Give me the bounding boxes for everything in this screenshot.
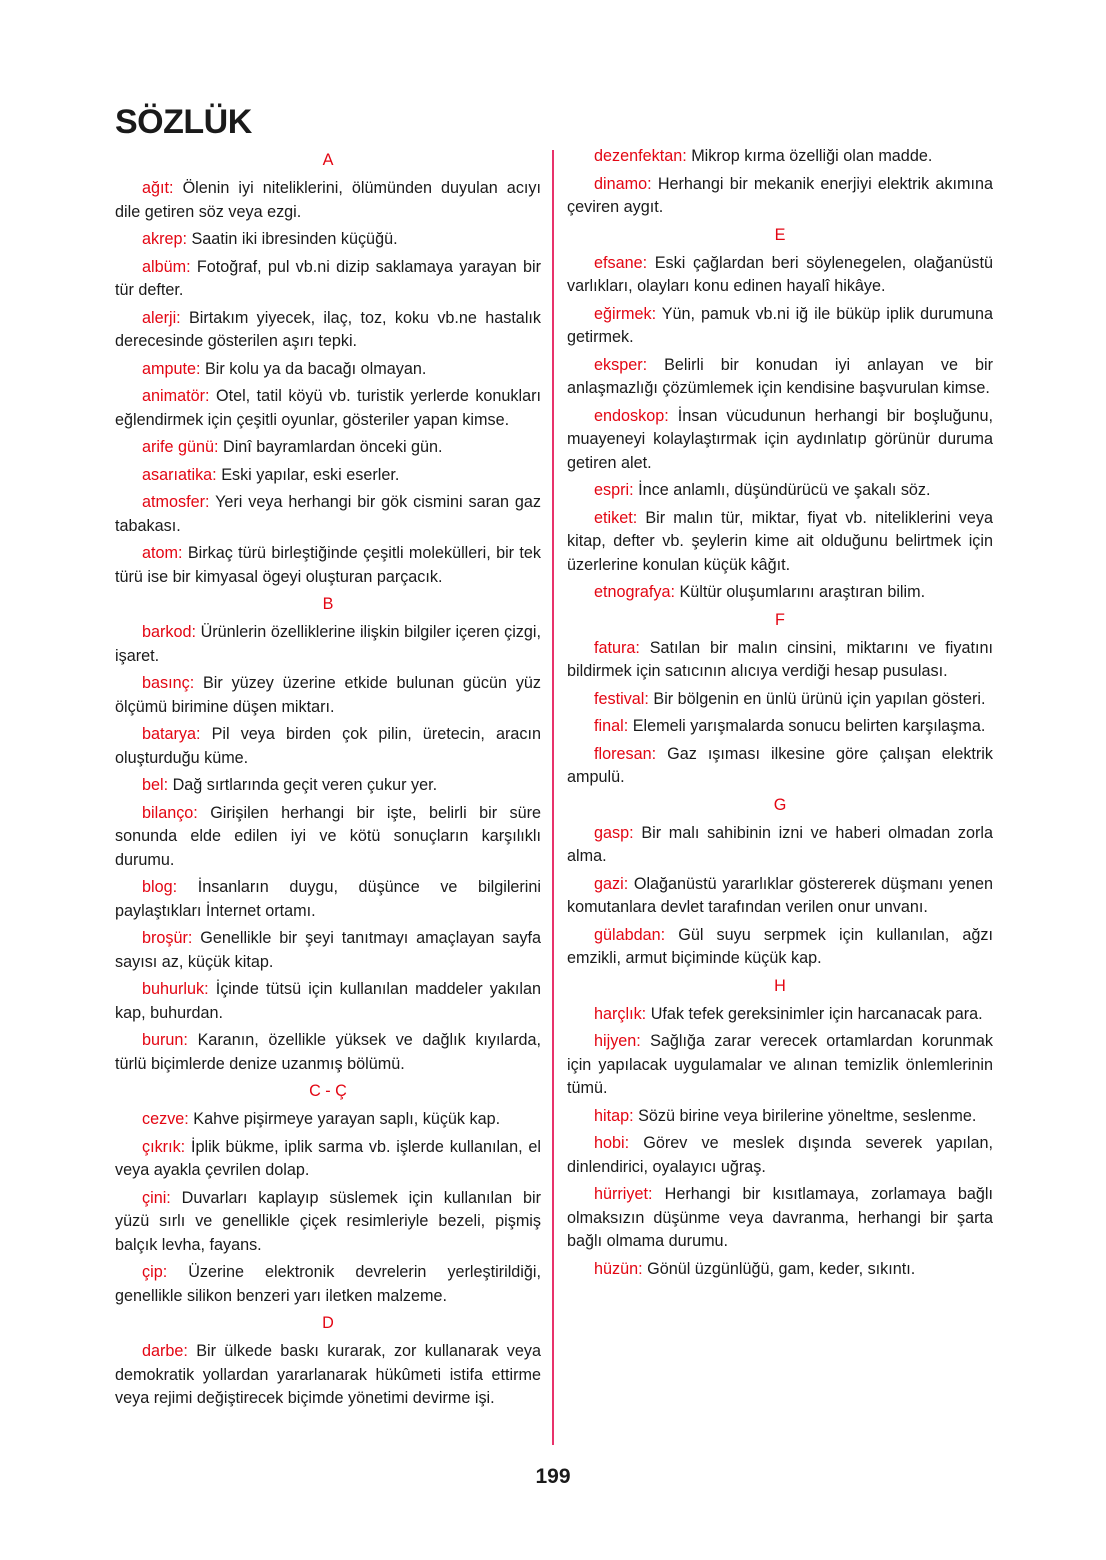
dictionary-entry (567, 507, 993, 578)
section-letter: E (774, 225, 786, 244)
entry-term: animatör: (142, 387, 210, 405)
dictionary-entry (567, 1030, 993, 1101)
entry-term: festival: (594, 689, 649, 708)
entry-term: floresan: (594, 744, 657, 763)
dictionary-entry (567, 145, 993, 169)
entry-term: blog: (142, 878, 178, 896)
entry-term: çip: (142, 1263, 168, 1281)
entry-term: espri: (594, 481, 634, 499)
entry-definition: Duvarları kaplayıp süslemek için kullanılan bir yüzü sırlı ve genellikle çiçek resimleriyle bezeli, pişmiş balçık levha, fayans. (115, 1188, 541, 1254)
entry-definition: Bir ülkede baskı kurarak, zor kullanarak veya demokratik yollardan yararlanarak hükûmeti istifa ettirme veya rejimi değiştirecek biçimde yönetimi devirme işi. (115, 1342, 541, 1407)
entry-definition: Karanın, özellikle yüksek ve dağlık kıyılarda, türlü biçimlerde denize uzanmış bölümü. (115, 1031, 542, 1073)
entry-definition: Gül suyu serpmek için kullanılan, ağzı emzikli, armut biçiminde küçük kap. (567, 925, 993, 967)
entry-definition: Fotoğraf, pul vb.ni dizip saklamaya yarayan bir tür defter. (115, 257, 541, 299)
entry-term: çıkrık: (142, 1137, 186, 1156)
entry-definition: Ürünlerin özelliklerine ilişkin bilgiler içeren çizgi, işaret. (115, 623, 541, 665)
section-letter: F (775, 610, 785, 629)
dictionary-entry (567, 822, 993, 869)
dictionary-entry (115, 978, 541, 1025)
entry-term: batarya: (142, 725, 201, 743)
entry-term: buhurluk: (142, 980, 209, 998)
entry-definition: Yeri veya herhangi bir gök cismini saran gaz tabakası. (115, 493, 541, 535)
entry-definition: Yün, pamuk vb.ni iğ ile büküp iplik durumuna getirmek. (567, 304, 993, 346)
dictionary-entry (567, 581, 993, 605)
entry-definition: Saatin iki ibresinden küçüğü. (191, 230, 398, 248)
dictionary-entry (567, 252, 993, 299)
entry-term: barkod: (142, 623, 196, 641)
dictionary-entry (115, 927, 541, 974)
dictionary-entry (567, 924, 993, 971)
entry-definition: Bir kolu ya da bacağı olmayan. (205, 359, 427, 378)
entry-definition: Herhangi bir kısıtlamaya, zorlamaya bağlı olmaksızın düşünme veya davranma, herhangi bir şarta bağlı olmama durumu. (567, 1185, 993, 1250)
right-column (567, 145, 993, 1285)
entry-term: albüm: (142, 257, 191, 276)
entry-definition: Bir yüzey üzerine etkide bulunan gücün yüz ölçümü birimine düşen miktarı. (115, 674, 542, 716)
dictionary-entry (115, 672, 541, 719)
section-letter: C - Ç (309, 1082, 347, 1100)
entry-term: hüzün: (594, 1259, 643, 1278)
entry-definition: Gaz ışıması ilkesine göre çalışan elektrik ampulü. (567, 744, 993, 786)
dictionary-entry (115, 307, 541, 354)
dictionary-entry (115, 358, 541, 382)
dictionary-entry (115, 542, 541, 589)
section-letter: G (773, 795, 787, 814)
entry-term: basınç: (142, 674, 195, 692)
entry-term: harçlık: (594, 1004, 647, 1023)
dictionary-entry (567, 173, 993, 220)
dictionary-entry (115, 1187, 541, 1258)
entry-term: atom: (142, 544, 183, 562)
entry-definition: Ölenin iyi niteliklerini, ölümünden duyulan acıyı dile getiren söz veya ezgi. (115, 179, 541, 221)
page-title: SÖZLÜK (115, 103, 252, 141)
dictionary-entry (115, 1136, 541, 1183)
entry-term: etnografya: (594, 583, 675, 601)
entry-term: bilanço: (142, 803, 198, 822)
entry-term: çini: (142, 1188, 171, 1207)
entry-term: bel: (142, 776, 169, 794)
dictionary-entry (115, 385, 541, 432)
entry-definition: Elemeli yarışmalarda sonucu belirten karşılaşma. (632, 717, 986, 735)
dictionary-entry (567, 1183, 993, 1254)
dictionary-entry (115, 177, 541, 224)
dictionary-entry (115, 621, 541, 668)
entry-term: cezve: (142, 1110, 189, 1128)
entry-term: fatura: (594, 638, 640, 657)
entry-term: etiket: (594, 508, 638, 527)
dictionary-entry (567, 743, 993, 790)
entry-term: final: (594, 717, 629, 735)
entry-definition: Kültür oluşumlarını araştıran bilim. (679, 583, 926, 601)
dictionary-entry (567, 715, 993, 739)
entry-term: hobi: (594, 1134, 630, 1152)
dictionary-entry (115, 876, 541, 923)
page-number: 199 (535, 1465, 571, 1488)
entry-term: eğirmek: (594, 304, 657, 323)
dictionary-entry (115, 1108, 541, 1132)
entry-term: dezenfektan: (594, 147, 687, 165)
entry-definition: Mikrop kırma özelliği olan madde. (691, 147, 933, 165)
entry-definition: Kahve pişirmeye yarayan saplı, küçük kap. (193, 1110, 501, 1128)
dictionary-entry (567, 1258, 993, 1282)
entry-definition: Bir bölgenin en ünlü ürünü için yapılan gösteri. (653, 689, 986, 708)
entry-definition: Ufak tefek gereksinimler için harcanacak para. (650, 1004, 983, 1023)
entry-definition: Üzerine elektronik devrelerin yerleştirildiği, genellikle silikon benzeri yarı iletken malzeme. (115, 1263, 542, 1305)
entry-definition: Bir malın tür, miktar, fiyat vb. niteliklerini veya kitap, defter vb. şeylerin kime ait olduğunu belirtmek için üzerlerine konulan küçük kâğıt. (567, 508, 993, 574)
entry-definition: Eski yapılar, eski eserler. (221, 465, 400, 484)
entry-term: efsane: (594, 253, 648, 272)
dictionary-entry (567, 354, 993, 401)
entry-term: eksper: (594, 355, 648, 374)
entry-term: alerji: (142, 308, 181, 327)
dictionary-entry (115, 256, 541, 303)
entry-definition: Dinî bayramlardan önceki gün. (223, 438, 443, 456)
dictionary-entry (115, 464, 541, 488)
entry-term: arife günü: (142, 438, 219, 456)
section-letter: B (322, 595, 334, 613)
entry-definition: İnsan vücudunun herhangi bir boşluğunu, muayeneyi kolaylaştırmak için aydınlatıp görünür duruma getiren alet. (567, 406, 993, 472)
entry-term: gasp: (594, 823, 634, 842)
entry-term: hürriyet: (594, 1185, 653, 1203)
dictionary-entry (115, 1261, 541, 1308)
entry-term: hitap: (594, 1106, 634, 1125)
entry-definition: Eski çağlardan beri söylenegelen, olağanüstü varlıkları, olayları konu edinen hayalî hikâye. (567, 253, 993, 295)
entry-definition: Sözü birine veya birilerine yöneltme, seslenme. (638, 1106, 977, 1125)
entry-term: dinamo: (594, 174, 652, 193)
entry-term: ampute: (142, 359, 201, 378)
dictionary-entry (115, 1029, 541, 1076)
dictionary-entry (115, 802, 541, 873)
entry-term: gülabdan: (594, 925, 666, 944)
entry-definition: Sağlığa zarar verecek ortamlardan korunmak için yapılacak uygulamalar ve alınan temizlik önlemlerinin tümü. (567, 1032, 994, 1097)
dictionary-entry (567, 688, 993, 712)
entry-definition: İnce anlamlı, düşündürücü ve şakalı söz. (638, 481, 931, 499)
section-letter: H (774, 976, 786, 995)
entry-term: asarıatika: (142, 465, 217, 484)
dictionary-entry (567, 1132, 993, 1179)
entry-term: burun: (142, 1031, 188, 1049)
entry-term: ağıt: (142, 179, 174, 197)
dictionary-entry (115, 436, 541, 460)
entry-definition: Olağanüstü yararlıklar göstererek düşmanı yenen komutanlara devlet tarafından verilen onur unvanı. (567, 874, 993, 916)
entry-definition: Satılan bir malın cinsini, miktarını ve fiyatını bildirmek için satıcının alıcıya verdiği hesap pusulası. (567, 638, 993, 680)
dictionary-entry (115, 491, 541, 538)
entry-definition: Otel, tatil köyü vb. turistik yerlerde konukları eğlendirmek için çeşitli oyunlar, gösteriler yapan kimse. (115, 387, 541, 429)
entry-definition: Genellikle bir şeyi tanıtmayı amaçlayan sayfa sayısı az, küçük kitap. (115, 929, 541, 971)
dictionary-entry (567, 303, 993, 350)
dictionary-entry (115, 1340, 541, 1411)
entry-definition: İplik bükme, iplik sarma vb. işlerde kullanılan, el veya ayakla çevrilen dolap. (115, 1137, 542, 1179)
entry-definition: İçinde tütsü için kullanılan maddeler yakılan kap, buhurdan. (115, 980, 541, 1022)
entry-definition: Girişilen herhangi bir işte, belirli bir süre sonunda elde edilen iyi ve kötü sonuçların karşılıklı durumu. (115, 803, 541, 869)
dictionary-entry (115, 228, 541, 252)
dictionary-entry (115, 723, 541, 770)
entry-definition: Pil veya birden çok pilin, üretecin, aracın oluşturduğu küme. (115, 725, 541, 767)
entry-definition: Gönül üzgünlüğü, gam, keder, sıkıntı. (647, 1259, 916, 1278)
dictionary-entry (567, 873, 993, 920)
entry-definition: Herhangi bir mekanik enerjiyi elektrik akımına çeviren aygıt. (567, 174, 993, 216)
entry-term: akrep: (142, 230, 187, 248)
entry-definition: Dağ sırtlarında geçit veren çukur yer. (172, 776, 438, 794)
dictionary-entry (567, 479, 993, 503)
dictionary-entry (567, 1105, 993, 1129)
entry-term: endoskop: (594, 406, 669, 425)
entry-term: atmosfer: (142, 493, 210, 511)
dictionary-entry (567, 405, 993, 476)
section-letter: D (322, 1314, 334, 1332)
dictionary-entry (567, 637, 993, 684)
entry-definition: Birtakım yiyecek, ilaç, toz, koku vb.ne hastalık derecesinde gösterilen aşırı tepki. (115, 308, 542, 350)
left-column (115, 145, 541, 1415)
dictionary-entry (115, 774, 541, 798)
entry-definition: Birkaç türü birleştiğinde çeşitli molekülleri, bir tek türü ise bir kimyasal ögeyi oluşturan parçacık. (115, 544, 541, 586)
column-divider (552, 150, 554, 1445)
entry-definition: Görev ve meslek dışında severek yapılan, dinlendirici, oyalayıcı uğraş. (567, 1134, 994, 1176)
entry-term: broşür: (142, 929, 193, 947)
entry-term: hijyen: (594, 1032, 641, 1050)
entry-definition: Belirli bir konudan iyi anlayan ve bir anlaşmazlığı çözümlemek için kendisine başvurulan kimse. (567, 355, 993, 397)
section-letter: A (322, 151, 334, 169)
entry-definition: Bir malı sahibinin izni ve haberi olmadan zorla alma. (567, 823, 993, 865)
entry-term: darbe: (142, 1342, 188, 1360)
dictionary-entry (567, 1003, 993, 1027)
entry-definition: İnsanların duygu, düşünce ve bilgilerini paylaştıkları İnternet ortamı. (115, 878, 541, 920)
entry-term: gazi: (594, 874, 629, 893)
